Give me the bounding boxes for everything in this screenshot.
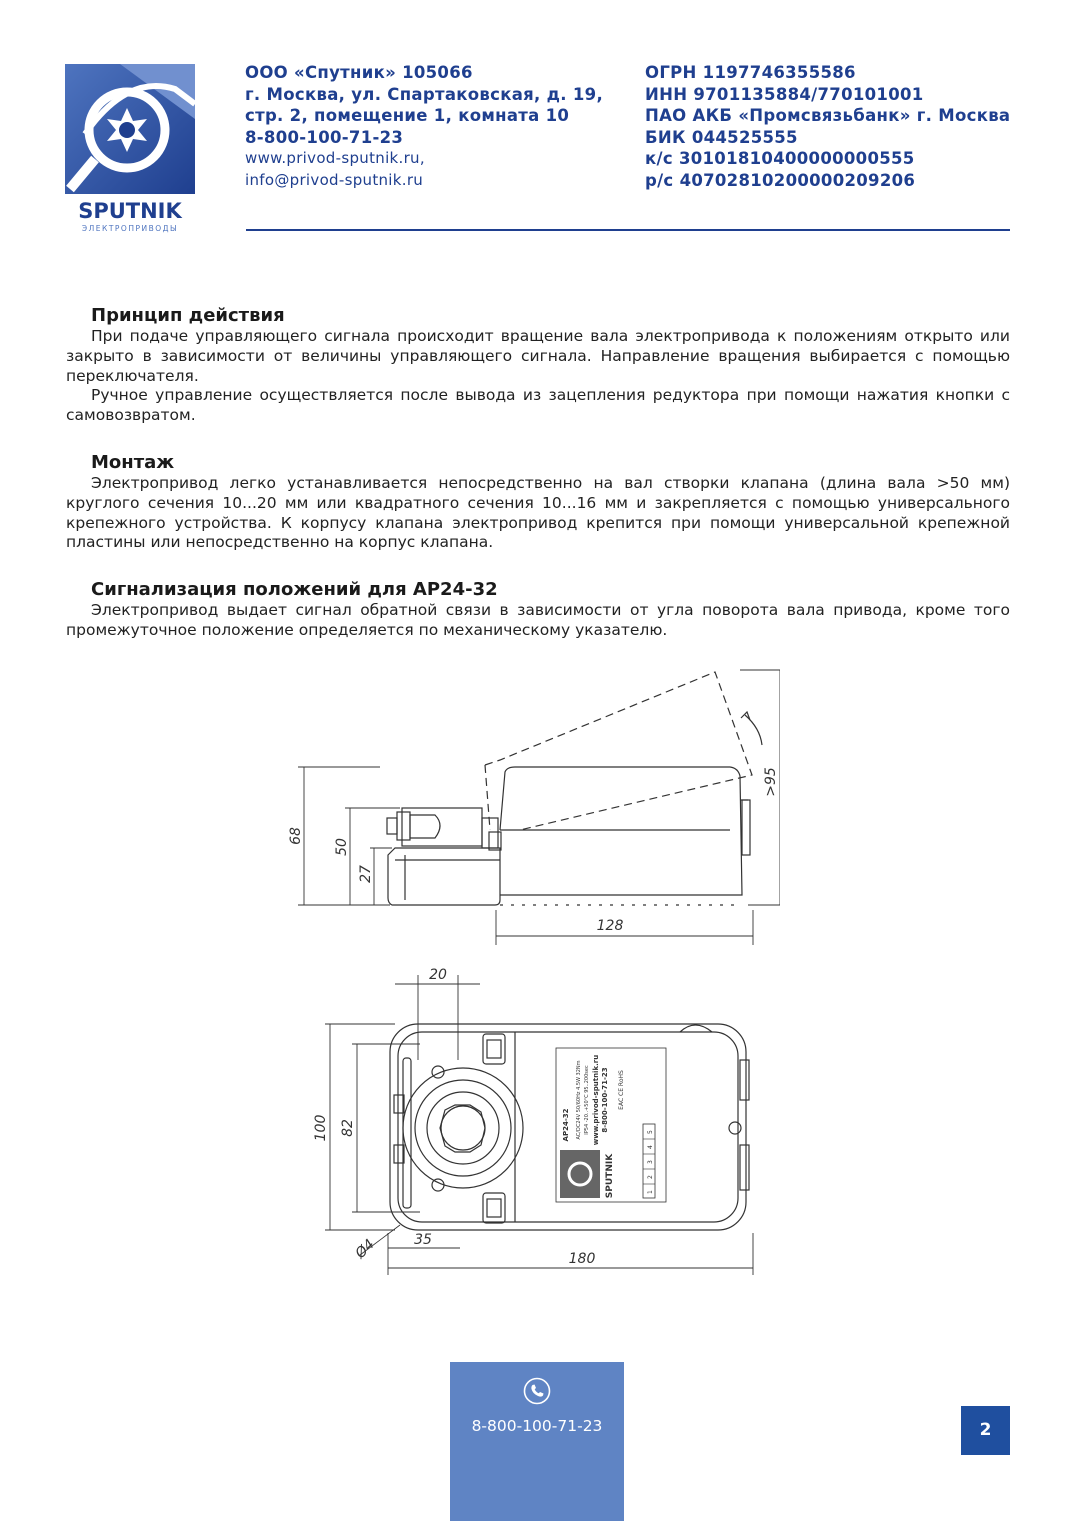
dim-20: 20 <box>429 967 447 983</box>
label-spec1: AC/DC24V 50/60Hz 4.5W 32Nm <box>576 1060 582 1140</box>
section-position-signaling <box>66 579 1010 641</box>
phone-icon <box>523 1377 551 1405</box>
bik: БИК 044525555 <box>645 127 798 147</box>
footer-phone[interactable]: 8-800-100-71-23 <box>471 1417 603 1435</box>
ogrn: ОГРН 1197746355586 <box>645 63 856 82</box>
address-line-2: стр. 2, помещение 1, комната 10 <box>245 106 570 125</box>
company-name: ООО «Спутник» 105066 <box>245 63 473 82</box>
section-paragraph: Электропривод выдает сигнал обратной связи в зависимости от угла поворота вала привода, кроме того промежуточное положение определяется по механическому указателю. <box>66 601 1010 639</box>
section-title: Монтаж <box>91 452 175 473</box>
header-divider <box>246 229 1010 231</box>
bank-name: ПАО АКБ «Промсвязьбанк» г. Москва <box>645 106 1011 125</box>
dim-27: 27 <box>358 865 374 883</box>
section-paragraph: Ручное управление осуществляется после вывода из зацепления редуктора при помощи нажатия кнопки с самовозвратом. <box>66 386 1010 425</box>
dim-100: 100 <box>313 1114 329 1142</box>
section-mounting <box>66 452 1010 553</box>
terminal-4: 4 <box>647 1145 654 1149</box>
terminal-2: 2 <box>647 1175 654 1179</box>
company-address <box>245 62 603 191</box>
section-title: Сигнализация положений для АР24-32 <box>91 579 498 600</box>
label-marks: EAC CE RoHS <box>618 1070 625 1110</box>
company-phone: 8-800-100-71-23 <box>245 127 404 147</box>
label-model: AP24-32 <box>562 1108 570 1142</box>
dim-180: 180 <box>568 1251 596 1267</box>
logo-brand: SPUTNIK <box>78 199 182 223</box>
terminal-1: 1 <box>647 1190 654 1194</box>
inn: ИНН 9701135884/770101001 <box>645 84 924 104</box>
label-spec2: IP54 -20..+50°C 95..200sec <box>584 1065 590 1135</box>
section-paragraph: При подаче управляющего сигнала происходит вращение вала электропривода к положениям открыто или закрыто в зависимости от величины управляющего сигнала. Направление вращения выбирается с помощью переключателя. <box>66 327 1010 385</box>
logo-subtitle: ЭЛЕКТРОПРИВОДЫ <box>81 224 179 233</box>
label-brand: SPUTNIK <box>605 1153 615 1199</box>
company-logo <box>65 64 195 234</box>
terminal-3: 3 <box>647 1160 654 1164</box>
company-email[interactable]: info@privod-sputnik.ru <box>245 170 424 189</box>
page-number: 2 <box>961 1406 1010 1455</box>
company-requisites <box>645 62 1010 191</box>
dim-82: 82 <box>340 1119 356 1137</box>
terminal-5: 5 <box>647 1130 654 1134</box>
label-site: www.privod-sputnik.ru <box>592 1054 600 1146</box>
address-line-1: г. Москва, ул. Спартаковская, д. 19, <box>245 84 604 104</box>
settlement-account: р/с 40702810200000209206 <box>645 170 916 190</box>
dim-68: 68 <box>288 827 304 845</box>
dim-d4: Ø4 <box>352 1236 378 1262</box>
footer-contact <box>450 1362 624 1521</box>
corr-account: к/с 30101810400000000555 <box>645 149 915 168</box>
dim-50: 50 <box>334 838 350 856</box>
dim-128: 128 <box>596 918 624 934</box>
label-phone: 8-800-100-71-23 <box>601 1067 609 1133</box>
dim-gt95: >95 <box>763 767 779 797</box>
dimension-drawing <box>280 660 780 1290</box>
section-paragraph: Электропривод легко устанавливается непосредственно на вал створки клапана (длина вала >50 мм) круглого сечения 10...20 мм или квадратного сечения 10...16 мм и закрепляется с помощью универсального крепежного устройства. К корпусу клапана электропривод крепится при помощи универсальной крепежной пластины или непосредственно на корпус клапана. <box>66 474 1010 552</box>
company-website[interactable]: www.privod-sputnik.ru, <box>245 149 425 167</box>
dim-35: 35 <box>414 1232 432 1248</box>
section-operation <box>66 305 1010 426</box>
section-title: Принцип действия <box>91 305 285 326</box>
